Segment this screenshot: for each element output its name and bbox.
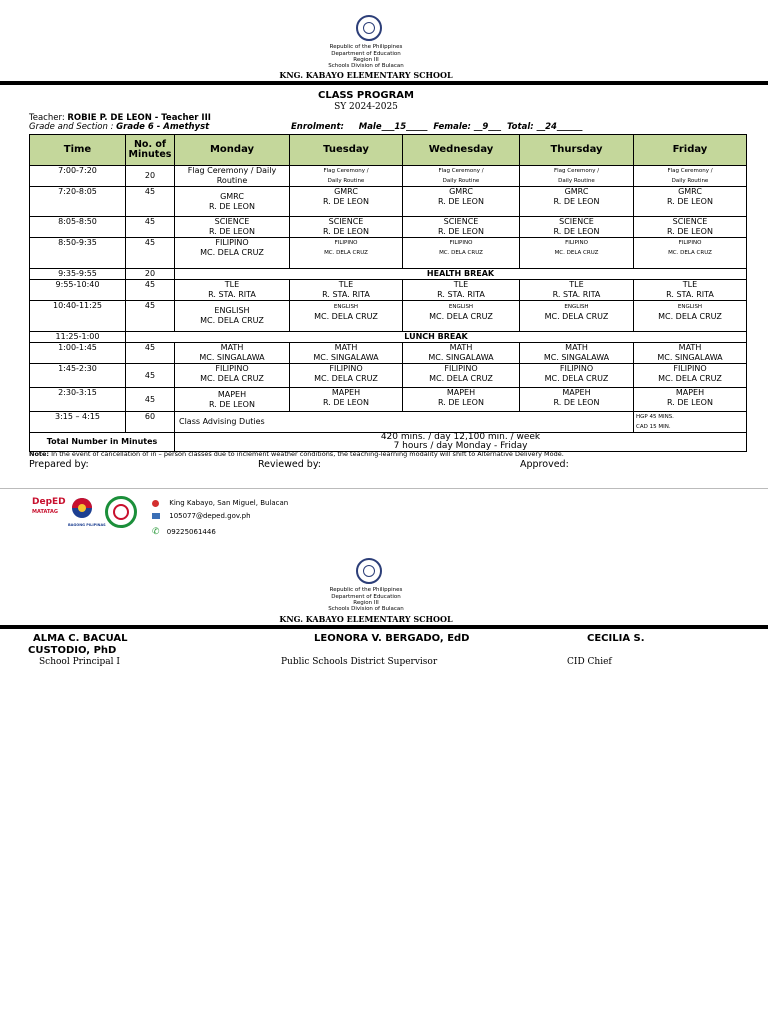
address-text: King Kabayo, San Miguel, Bulacan: [169, 499, 289, 507]
cell-line: MC. DELA CRUZ: [200, 248, 264, 257]
enrolment-line: Enrolment: Male___15_____ Female: __9___ Total: __24______: [291, 122, 583, 132]
footer-rule: [0, 488, 768, 489]
minutes-cell: 45: [126, 238, 175, 269]
deped-seal-icon: [356, 15, 382, 41]
friday-cell: [634, 238, 747, 269]
cell-line: MC. SINGALAWA: [428, 353, 494, 362]
cell-line: FILIPINO: [673, 364, 707, 373]
cell-line: TLE: [224, 280, 240, 289]
time-cell: 10:40-11:25: [30, 301, 126, 332]
cell-line: Daily Routine: [442, 178, 480, 184]
cell-line: MC. DELA CRUZ: [429, 312, 493, 321]
email-text: 105077@deped.gov.ph: [169, 512, 251, 520]
cell-line: MC. DELA CRUZ: [324, 250, 368, 256]
cell-line: TLE: [338, 280, 354, 289]
cell-line: Flag Ceremony /: [667, 168, 713, 174]
cell-line: MC. DELA CRUZ: [658, 374, 722, 383]
matatag-logo-text: MATATAG: [32, 509, 58, 515]
cell-line: MC. DELA CRUZ: [554, 250, 599, 256]
minutes-cell: 20: [126, 269, 175, 280]
cell-line: R. STA. RITA: [666, 290, 714, 299]
note: [29, 450, 759, 458]
reviewed-label: Reviewed by:: [258, 459, 321, 470]
header-rule: [0, 81, 768, 85]
monday-cell: [175, 343, 290, 364]
col-header-friday: Friday: [634, 135, 747, 166]
bagong-pilipinas-icon: [68, 497, 96, 519]
tuesday-cell: [290, 238, 403, 269]
cell-line: MAPEH: [562, 388, 591, 397]
time-cell: 2:30-3:15: [30, 388, 126, 412]
signatory-name: ALMA C. BACUAL: [33, 633, 128, 644]
cell-line: R. DE LEON: [209, 201, 255, 211]
cell-line: CAD 15 MIN.: [636, 424, 671, 430]
cell-line: R. DE LEON: [209, 227, 255, 236]
table-row: [30, 388, 747, 412]
monday-cell: [175, 280, 290, 301]
table-header-row: [30, 135, 747, 166]
wednesday-cell: [403, 166, 520, 187]
cell-line: MATH: [449, 343, 473, 352]
cell-line: MC. SINGALAWA: [199, 353, 265, 362]
thursday-cell: [520, 364, 634, 388]
school-year: SY 2024-2025: [334, 102, 398, 112]
cell-line: FILIPINO: [565, 240, 588, 246]
cell-line: R. DE LEON: [323, 227, 369, 236]
minutes-cell: 45: [126, 364, 175, 388]
cell-line: SCIENCE: [672, 217, 708, 226]
table-row: [30, 238, 747, 269]
cell-line: R. DE LEON: [553, 227, 600, 236]
time-cell: 1:00-1:45: [30, 343, 126, 364]
cell-line: R. DE LEON: [323, 197, 369, 206]
cell-line: FILIPINO: [444, 364, 478, 373]
health-break-cell: HEALTH BREAK: [175, 269, 747, 280]
cell-line: Daily Routine: [558, 178, 595, 184]
wednesday-cell: [403, 301, 520, 332]
tuesday-cell: [290, 217, 403, 238]
tuesday-cell: [290, 364, 403, 388]
prepared-label: Prepared by:: [29, 459, 89, 470]
email-row: [152, 512, 251, 520]
cell-line: MC. DELA CRUZ: [429, 374, 493, 383]
time-cell: 1:45-2:30: [30, 364, 126, 388]
signatory-name: CECILIA S.: [587, 633, 645, 644]
monday-cell: Flag Ceremony / Daily Routine: [175, 166, 290, 187]
thursday-cell: [520, 280, 634, 301]
cell-line: R. DE LEON: [667, 197, 713, 206]
cell-line: FILIPINO: [215, 364, 249, 373]
table-row: [30, 412, 747, 433]
deped-logo-text: DepED: [32, 497, 66, 507]
cell-line: GMRC: [334, 187, 358, 196]
minutes-cell: 45: [126, 187, 175, 217]
deped-matatag-logo: [32, 497, 66, 525]
cell-line: MC. SINGALAWA: [657, 353, 723, 362]
cell-line: GMRC: [564, 187, 589, 196]
cell-line: FILIPINO: [449, 240, 473, 246]
teacher-name: ROBIE P. DE LEON - Teacher III: [67, 113, 211, 123]
cell-line: FILIPINO: [334, 240, 358, 246]
friday-cell: [634, 187, 747, 217]
cell-line: ENGLISH: [564, 304, 589, 310]
cell-line: MATH: [334, 343, 358, 352]
republic-text: Republic of the Philippines: [329, 587, 403, 593]
class-program-table: [29, 134, 747, 452]
cell-line: TLE: [682, 280, 698, 289]
region-text: Region III: [353, 57, 379, 63]
cell-line: MC. DELA CRUZ: [200, 316, 264, 325]
cell-line: ENGLISH: [333, 304, 359, 310]
tuesday-cell: [290, 280, 403, 301]
time-cell: 8:05-8:50: [30, 217, 126, 238]
cell-line: MC. DELA CRUZ: [314, 312, 378, 321]
cell-line: FILIPINO: [329, 364, 363, 373]
phone-icon: ✆: [152, 527, 160, 537]
cell-line: R. DE LEON: [553, 197, 600, 206]
cell-line: GMRC: [220, 191, 244, 201]
cell-line: MC. DELA CRUZ: [439, 250, 483, 256]
phone-row: [152, 527, 216, 537]
col-header-tuesday: Tuesday: [290, 135, 403, 166]
total-row: [30, 433, 747, 452]
wednesday-cell: [403, 217, 520, 238]
thursday-cell: [520, 301, 634, 332]
cell-line: Daily Routine: [327, 178, 365, 184]
wednesday-cell: [403, 388, 520, 412]
time-cell: 11:25-1:00: [30, 332, 126, 343]
tuesday-cell: [290, 187, 403, 217]
wednesday-cell: [403, 280, 520, 301]
time-cell: 9:55-10:40: [30, 280, 126, 301]
address-row: [152, 499, 288, 507]
time-cell: 8:50-9:35: [30, 238, 126, 269]
thursday-cell: [520, 238, 634, 269]
signatory-name: LEONORA V. BERGADO, EdD: [314, 633, 470, 644]
time-cell: 7:00-7:20: [30, 166, 126, 187]
minutes-cell: 20: [126, 166, 175, 187]
friday-cell: [634, 412, 747, 433]
cell-line: MC. DELA CRUZ: [544, 312, 609, 321]
table-row: [30, 343, 747, 364]
friday-cell: [634, 364, 747, 388]
table-row: [30, 301, 747, 332]
bagong-pilipinas-text: BAGONG PILIPINAS: [68, 523, 106, 527]
cell-line: R. STA. RITA: [437, 290, 485, 299]
approved-label: Approved:: [520, 459, 569, 470]
cell-line: FILIPINO: [559, 364, 594, 373]
thursday-cell: [520, 217, 634, 238]
time-cell: 7:20-8:05: [30, 187, 126, 217]
wednesday-cell: [403, 343, 520, 364]
table-row: [30, 166, 747, 187]
table-row: [30, 269, 747, 280]
location-icon: [152, 500, 159, 507]
friday-cell: [634, 280, 747, 301]
cell-line: ENGLISH: [677, 304, 703, 310]
cell-line: TLE: [453, 280, 469, 289]
division-text: Schools Division of Bulacan: [328, 63, 404, 69]
cell-line: R. DE LEON: [438, 197, 484, 206]
department-text: Department of Education: [331, 51, 401, 57]
col-header-time: Time: [30, 135, 126, 166]
monday-cell: [175, 238, 290, 269]
note-text: In the event of cancellation of in – person classes due to inclement weather conditions, the teaching-learning modality will shift to Alternative Delivery Mode.: [49, 450, 564, 458]
cell-line: SCIENCE: [328, 217, 364, 226]
table-row: [30, 332, 747, 343]
cell-line: Flag Ceremony /: [553, 168, 600, 174]
time-cell: 9:35-9:55: [30, 269, 126, 280]
col-header-thursday: Thursday: [520, 135, 634, 166]
monday-cell: [175, 187, 290, 217]
cell-line: MC. DELA CRUZ: [658, 312, 722, 321]
cell-line: R. DE LEON: [209, 399, 255, 409]
wednesday-cell: [403, 187, 520, 217]
cell-line: R. STA. RITA: [322, 290, 370, 299]
signatory-role: Public Schools District Supervisor: [281, 657, 438, 667]
tuesday-cell: [290, 301, 403, 332]
lunch-break-cell: LUNCH BREAK: [126, 332, 747, 343]
cell-line: GMRC: [449, 187, 473, 196]
deped-seal-icon: [356, 558, 382, 584]
thursday-cell: [520, 343, 634, 364]
wednesday-cell: [403, 364, 520, 388]
cell-line: MATH: [565, 343, 588, 352]
phone-text: 09225061446: [166, 528, 216, 536]
cell-line: R. DE LEON: [553, 398, 600, 407]
cell-line: Daily Routine: [671, 178, 709, 184]
cell-line: GMRC: [678, 187, 702, 196]
cell-line: HGP 45 MINS.: [636, 414, 674, 420]
monday-cell: [175, 217, 290, 238]
cell-line: Flag Ceremony /: [438, 168, 484, 174]
cell-line: MATH: [220, 343, 244, 352]
tuesday-cell: [290, 166, 403, 187]
cell-line: MAPEH: [446, 388, 476, 397]
friday-cell: [634, 343, 747, 364]
school-name: KNG. KABAYO ELEMENTARY SCHOOL: [279, 614, 453, 624]
minutes-cell: 60: [126, 412, 175, 433]
friday-cell: [634, 217, 747, 238]
cell-line: SCIENCE: [214, 217, 250, 226]
page-title: CLASS PROGRAM: [317, 90, 414, 101]
cell-line: R. DE LEON: [667, 227, 713, 236]
thursday-cell: [520, 388, 634, 412]
table-row: [30, 187, 747, 217]
cell-line: FILIPINO: [215, 238, 249, 247]
cell-line: TLE: [569, 280, 584, 289]
minutes-cell: 45: [126, 301, 175, 332]
cell-line: MAPEH: [331, 388, 361, 397]
cell-line: FILIPINO: [678, 240, 702, 246]
department-text: Department of Education: [331, 594, 401, 600]
cell-line: MC. SINGALAWA: [543, 353, 610, 362]
thursday-cell: [520, 166, 634, 187]
tuesday-cell: [290, 388, 403, 412]
minutes-cell: 45: [126, 280, 175, 301]
table-row: [30, 280, 747, 301]
cell-line: MATH: [678, 343, 702, 352]
cell-line: R. STA. RITA: [208, 290, 256, 299]
monday-cell: [175, 364, 290, 388]
cell-line: MC. SINGALAWA: [313, 353, 379, 362]
division-text: Schools Division of Bulacan: [328, 606, 404, 612]
cell-line: MC. DELA CRUZ: [200, 374, 264, 383]
cell-line: ENGLISH: [448, 304, 474, 310]
total-value: [175, 433, 747, 452]
minutes-cell: 45: [126, 217, 175, 238]
minutes-cell: 45: [126, 343, 175, 364]
cell-line: SCIENCE: [443, 217, 479, 226]
col-header-monday: Monday: [175, 135, 290, 166]
region-text: Region III: [353, 600, 379, 606]
cell-line: SCIENCE: [559, 217, 594, 226]
cell-line: MAPEH: [675, 388, 705, 397]
friday-cell: [634, 166, 747, 187]
signatory-name-cont: CUSTODIO, PhD: [28, 645, 117, 656]
wednesday-cell: [403, 238, 520, 269]
mail-icon: [152, 513, 160, 519]
note-label: Note:: [29, 450, 50, 458]
cell-line: MC. DELA CRUZ: [314, 374, 378, 383]
grade-value: Grade 6 - Amethyst: [116, 122, 210, 132]
table-row: [30, 217, 747, 238]
school-logo-icon: [105, 496, 137, 528]
cell-line: R. DE LEON: [323, 398, 369, 407]
cell-line: Flag Ceremony /: [323, 168, 369, 174]
cell-line: R. DE LEON: [667, 398, 713, 407]
republic-text: Republic of the Philippines: [329, 44, 403, 50]
time-cell: 3:15 – 4:15: [30, 412, 126, 433]
monday-cell: [175, 301, 290, 332]
signatory-role: School Principal I: [39, 657, 120, 667]
table-row: [30, 364, 747, 388]
minutes-cell: 45: [126, 388, 175, 412]
total-line: 420 mins. / day 12,100 min. / week: [380, 432, 541, 442]
grade-line: [29, 122, 209, 132]
grade-label: Grade and Section :: [29, 122, 114, 132]
school-name: KNG. KABAYO ELEMENTARY SCHOOL: [279, 70, 453, 80]
teacher-label: Teacher:: [29, 113, 65, 123]
total-label: Total Number in Minutes: [30, 433, 175, 452]
tuesday-cell: [290, 343, 403, 364]
friday-cell: [634, 388, 747, 412]
signatory-role: CID Chief: [567, 657, 612, 667]
total-line: 7 hours / day Monday - Friday: [393, 441, 528, 451]
cell-line: R. DE LEON: [438, 227, 484, 236]
cell-line: ENGLISH: [214, 306, 250, 315]
col-header-minutes: No. of Minutes: [126, 135, 175, 166]
cell-line: R. STA. RITA: [552, 290, 601, 299]
bagong-pilipinas-logo: [68, 497, 106, 527]
col-header-wednesday: Wednesday: [403, 135, 520, 166]
cell-line: MC. DELA CRUZ: [544, 374, 609, 383]
thursday-cell: [520, 187, 634, 217]
cell-line: MC. DELA CRUZ: [668, 250, 712, 256]
cell-line: MAPEH: [217, 389, 247, 399]
header-rule: [0, 625, 768, 629]
monday-cell: [175, 388, 290, 412]
cell-line: R. DE LEON: [438, 398, 484, 407]
advising-duties-cell: Class Advising Duties: [175, 412, 634, 433]
friday-cell: [634, 301, 747, 332]
